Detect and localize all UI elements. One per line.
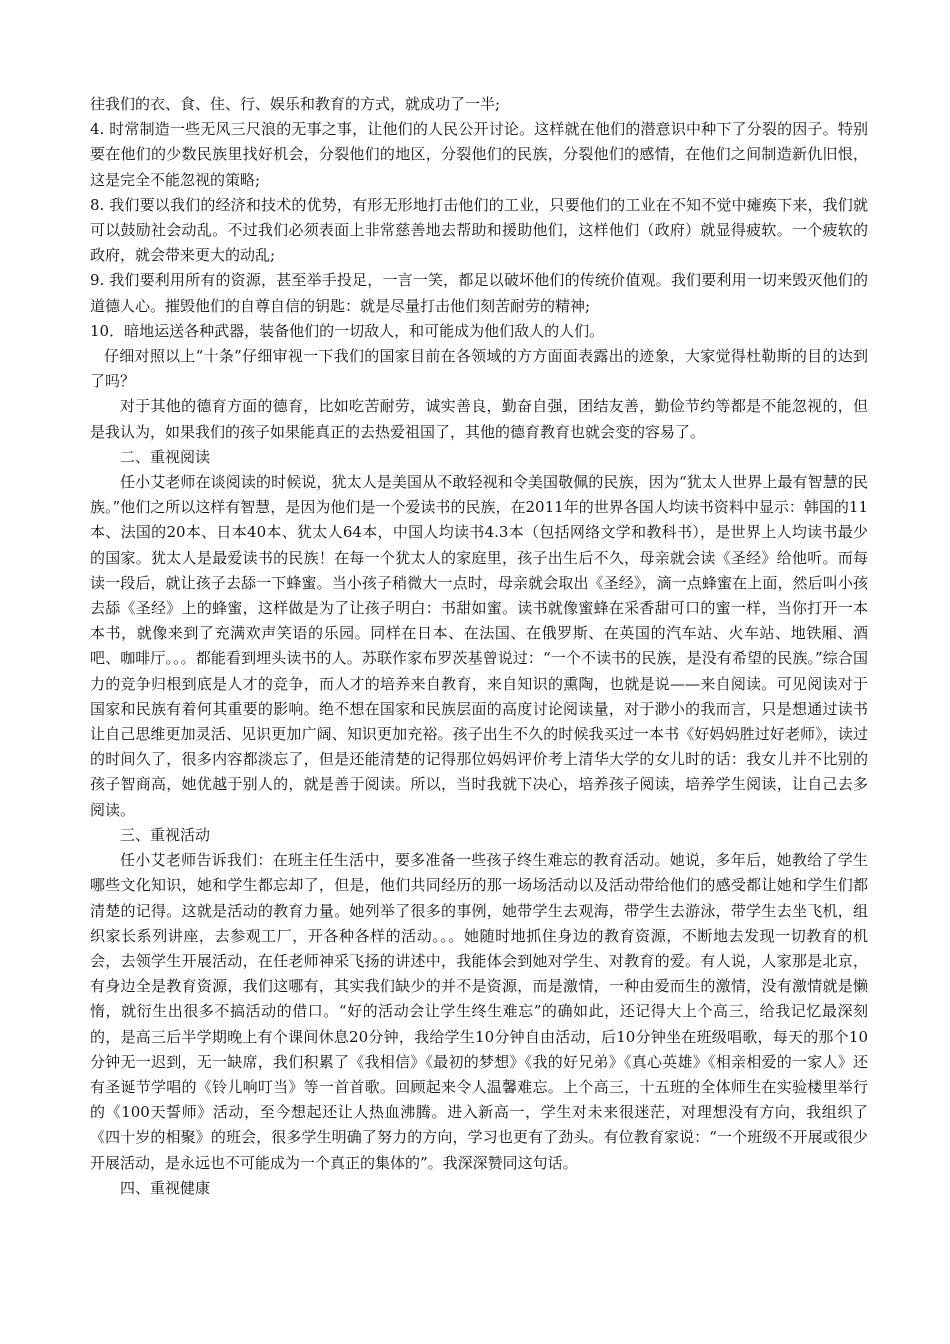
document-body bbox=[90, 92, 868, 1201]
section-heading-activities: 三、重视活动 bbox=[120, 825, 211, 844]
section-heading-health: 四、重视健康 bbox=[120, 1178, 211, 1197]
paragraph-activities: 任小艾老师告诉我们：在班主任生活中，要多准备一些孩子终生难忘的教育活动。她说，多年后，她教给了学生哪些文化知识，她和学生都忘却了，但是，他们共同经历的那一场场活动以及活动带给他们的感受都让她和学生们都清楚的记得。这就是活动的教育力量。她列举了很多的事例，她带学生去观海，带学生去游泳，带学生去坐飞机，组织家长系列讲座，去参观工厂，开各种各样的活动。。。她随时地抓住身边的教育资源，不断地去发现一切教育的机会，去领学生开展活动，在任老师神采飞扬的讲述中，我能体会到她对学生、对教育的爱。有人说，人家那是北京，有身边全是教育资源，我们这哪有，其实我们缺少的并不是资源，而是激情，一种由爱而生的激情，没有激情就是懒惰，就衍生出很多不搞活动的借口。“好的活动会让学生终生难忘”的确如此，还记得大上个高三，给我记忆最深刻的，是高三后半学期晚上有个课间休息20分钟，我给学生10分钟自由活动，后10分钟坐在班级唱歌，每天的那个10分钟无一迟到，无一缺席，我们积累了《我相信》《最初的梦想》《我的好兄弟》《真心英雄》《相亲相爱的一家人》还有圣诞节学唱的《铃儿响叮当》等一首首歌。回顾起来令人温馨难忘。上个高三，十五班的全体师生在实验楼里举行的《100天誓师》活动，至今想起还让人热血沸腾。进入新高一，学生对未来很迷茫，对理想没有方向，我组织了《四十岁的相聚》的班会，很多学生明确了努力的方向，学习也更有了劲头。有位教育家说：“一个班级不开展或很少开展活动，是永远也不可能成为一个真正的集体的”。我深深赞同这句话。 bbox=[90, 851, 868, 1172]
list-item-4: 4. 时常制造一些无风三尺浪的无事之事，让他们的人民公开讨论。这样就在他们的潜意识中种下了分裂的因子。特别要在他们的少数民族里找好机会，分裂他们的地区，分裂他们的民族，分裂他们的感情，在他们之间制造新仇旧恨，这是完全不能忽视的策略; bbox=[90, 120, 868, 189]
paragraph-moral-education: 对于其他的德育方面的德育，比如吃苦耐劳，诚实善良，勤奋自强，团结友善，勤俭节约等都是不能忽视的，但是我认为，如果我们的孩子如果能真正的去热爱祖国了，其他的德育教育也就会变的容易了。 bbox=[90, 397, 868, 441]
list-item-8: 8. 我们要以我们的经济和技术的优势，有形无形地打击他们的工业，只要他们的工业在不知不觉中瘫痪下来，我们就可以鼓励社会动乱。不过我们必须表面上非常慈善地去帮助和援助他们，这样他们（政府）就显得疲软。一个疲软的政府，就会带来更大的动乱; bbox=[90, 195, 868, 265]
paragraph-review: 仔细对照以上“十条”仔细审视一下我们的国家目前在各领域的方方面面表露出的迹象，大家觉得杜勒斯的目的达到了吗？ bbox=[90, 347, 868, 391]
paragraph-reading: 任小艾老师在谈阅读的时候说，犹太人是美国从不敢轻视和令美国敬佩的民族，因为“犹太人世界上最有智慧的民族。”他们之所以这样有智慧，是因为他们是一个爱读书的民族，在2011年的世界各国人均读书资料中显示：韩国的11本、法国的20本、日本40本、犹太人64本，中国人均读书4.3本（包括网络文学和教科书），是世界上人均读书最少的国家。犹太人是最爱读书的民族！在每一个犹太人的家庭里，孩子出生后不久，母亲就会读《圣经》给他听。而每读一段后，就让孩子去舔一下蜂蜜。当小孩子稍微大一点时，母亲就会取出《圣经》，滴一点蜂蜜在上面，然后叫小孩去舔《圣经》上的蜂蜜，这样做是为了让孩子明白：书甜如蜜。读书就像蜜蜂在采香甜可口的蜜一样，当你打开一本本书，就像来到了充满欢声笑语的乐园。同样在日本、在法国、在俄罗斯、在英国的汽车站、火车站、地铁厢、酒吧、咖啡厅。。。都能看到埋头读书的人。苏联作家布罗茨基曾说过：“一个不读书的民族，是没有希望的民族。”综合国力的竞争归根到底是人才的竞争，而人才的培养来自教育，来自知识的熏陶，也就是说——来自阅读。可见阅读对于国家和民族有着何其重要的影响。绝不想在国家和民族层面的高度讨论阅读量，对于渺小的我而言，只是想通过读书让自己思维更加灵活、见识更加广阔、知识更加充裕。孩子出生不久的时候我买过一本书《好妈妈胜过好老师》，读过的时间久了，很多内容都淡忘了，但是还能清楚的记得那位妈妈评价考上清华大学的女儿时的话：我女儿并不比别的孩子智商高，她优越于别人的，就是善于阅读。所以，当时我就下决心，培养孩子阅读，培养学生阅读，让自己去多阅读。 bbox=[90, 473, 868, 819]
section-heading-reading: 二、重视阅读 bbox=[120, 447, 211, 466]
paragraph-continuation: 往我们的衣、食、住、行、娱乐和教育的方式，就成功了一半; bbox=[90, 95, 501, 113]
list-item-9: 9. 我们要利用所有的资源，甚至举手投足，一言一笑，都足以破坏他们的传统价值观。我们要利用一切来毁灭他们的道德人心。摧毁他们的自尊自信的钥匙：就是尽量打击他们刻苦耐劳的精神; bbox=[90, 271, 868, 315]
list-item-10: 10．暗地运送各种武器，装备他们的一切敌人，和可能成为他们敌人的人们。 bbox=[90, 321, 605, 340]
